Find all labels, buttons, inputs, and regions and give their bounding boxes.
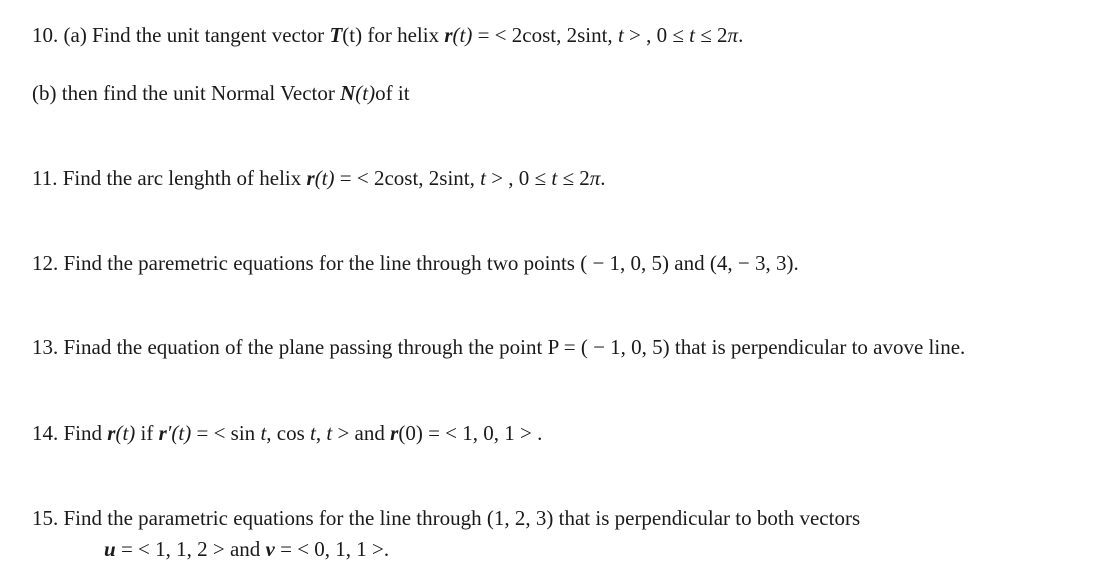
text-segment: (t) [314,166,335,190]
text-segment: if [135,421,159,445]
text-segment: > and [332,421,391,445]
problem-12 [32,250,799,276]
text-segment: t [480,166,486,190]
text-segment: (b) then find the unit Normal Vector [32,81,341,105]
text-segment: r [444,23,453,47]
text-segment: r [107,421,116,445]
text-segment: 11. Find the arc lenghth of helix [32,166,307,190]
text-segment: N [340,81,356,105]
text-segment: . [600,166,606,190]
problem-15-vectors [104,536,389,562]
text-segment: ′( [166,421,179,445]
text-segment: ) [184,421,192,445]
text-segment: ≤ 2 [557,166,590,190]
text-segment: > , 0 ≤ [623,23,690,47]
text-segment: 15. Find the parametric equations for the line through (1, 2, 3) that is perpendicular to both vectors [32,506,861,530]
text-segment: ≤ 2 [695,23,728,47]
text-segment: 14. Find [32,421,108,445]
text-segment: of it [375,81,410,105]
text-segment: t [178,421,185,445]
text-segment: = < 1, 0, 1 > . [422,421,543,445]
text-segment: v [265,537,275,561]
problem-10a [32,22,743,48]
text-segment: 13. Finad the equation of the plane passing through the point P = ( − 1, 0, 5) that is perpendicular to avove line. [32,335,966,359]
problem-11 [32,165,606,191]
text-segment: = < 0, 1, 1 >. [274,537,390,561]
text-segment: (0) [398,421,423,445]
text-segment: t [689,23,695,47]
text-segment: 10. (a) Find the unit tangent vector [32,23,330,47]
text-segment: t [326,421,333,445]
problem-13 [32,334,965,360]
text-segment: , [315,421,327,445]
text-segment: = < 2cost, 2sint, [472,23,618,47]
text-segment: = < sin [191,421,261,445]
text-segment: (t) for helix [342,23,445,47]
text-segment: (t) [355,81,376,105]
problem-14 [32,420,542,446]
text-segment: T [329,23,343,47]
text-segment: , cos [266,421,311,445]
text-segment: u [104,537,116,561]
text-segment: π [589,166,601,190]
text-segment: > , 0 ≤ [485,166,552,190]
text-segment: t [310,421,316,445]
text-segment: r [390,421,399,445]
problem-15 [32,505,860,531]
text-segment: . [738,23,744,47]
text-segment: t [260,421,267,445]
text-segment: t [551,166,558,190]
text-segment: r [158,421,167,445]
text-segment: π [727,23,739,47]
problem-10b [32,80,410,106]
text-segment: r [306,166,315,190]
text-segment: = < 1, 1, 2 > and [115,537,266,561]
text-segment: 12. Find the paremetric equations for the line through two points ( − 1, 0, 5) and (4, − 3, 3). [32,251,799,275]
text-segment: (t) [115,421,136,445]
text-segment: (t) [452,23,473,47]
text-segment: = < 2cost, 2sint, [334,166,481,190]
text-segment: t [617,23,624,47]
